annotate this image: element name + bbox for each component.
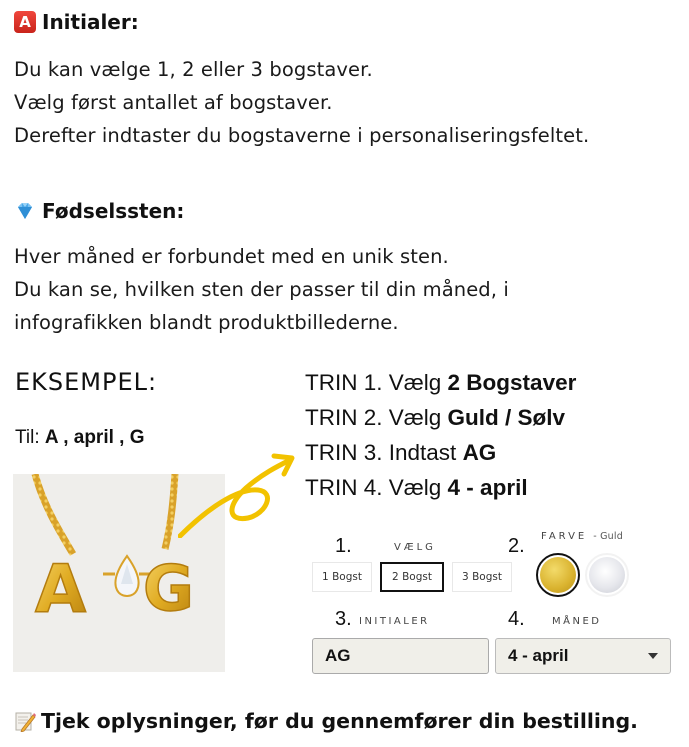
initialer-description — [14, 53, 589, 152]
example-recipient — [15, 427, 145, 449]
step2-caption-row — [541, 531, 623, 542]
gold-swatch-icon — [540, 557, 576, 593]
gem-icon — [14, 200, 36, 222]
selected-color-label: - Guld — [593, 531, 623, 542]
fodselssten-line: infografikken blandt produktbillederne. — [14, 311, 399, 334]
initials-value: AG — [325, 646, 351, 665]
arrow-icon — [178, 448, 298, 538]
til-value: A , april , G — [44, 427, 145, 448]
month-value: 4 - april — [508, 646, 569, 665]
example-title: EKSEMPEL: — [15, 368, 158, 396]
option-3-bogst[interactable]: 3 Bogst — [452, 562, 512, 592]
step-item: TRIN 1. Vælg 2 Bogstaver — [305, 370, 577, 395]
month-select[interactable] — [495, 638, 671, 674]
step4-caption: MÅNED — [552, 616, 602, 627]
silver-swatch-icon — [589, 557, 625, 593]
step2-caption: FARVE — [541, 531, 588, 542]
svg-text:A: A — [35, 551, 87, 628]
steps-list — [305, 365, 576, 505]
step1-number: 1. — [335, 535, 352, 557]
initialer-line: Vælg først antallet af bogstaver. — [14, 91, 333, 114]
fodselssten-line: Hver måned er forbundet med en unik sten. — [14, 245, 449, 268]
step1-caption: VÆLG — [394, 542, 436, 553]
swatch-silver[interactable] — [585, 553, 629, 597]
fodselssten-line: Du kan se, hvilken sten der passer til din måned, i — [14, 278, 509, 301]
letter-a-red-square-icon: A — [14, 11, 36, 33]
chevron-down-icon — [648, 653, 658, 659]
fodselssten-title: Fødselssten: — [42, 199, 185, 223]
step3-number: 3. — [335, 608, 352, 630]
fodselssten-heading — [14, 199, 184, 223]
initialer-heading — [14, 10, 139, 34]
footer-note — [14, 709, 638, 733]
til-label: Til: — [15, 427, 40, 448]
memo-icon — [14, 710, 36, 732]
step-item: TRIN 3. Indtast AG — [305, 440, 497, 465]
step-item: TRIN 2. Vælg Guld / Sølv — [305, 405, 566, 430]
initialer-title: Initialer: — [42, 10, 139, 34]
option-1-bogst[interactable]: 1 Bogst — [312, 562, 372, 592]
fodselssten-description — [14, 240, 509, 339]
initials-input[interactable] — [312, 638, 489, 674]
initialer-line: Du kan vælge 1, 2 eller 3 bogstaver. — [14, 58, 373, 81]
step-item: TRIN 4. Vælg 4 - april — [305, 475, 528, 500]
swatch-gold[interactable] — [536, 553, 580, 597]
footer-text: Tjek oplysninger, før du gennemfører din bestilling. — [41, 709, 638, 733]
initialer-line: Derefter indtaster du bogstaverne i personaliseringsfeltet. — [14, 124, 590, 147]
option-2-bogst[interactable]: 2 Bogst — [380, 562, 444, 592]
step3-caption: INITIALER — [359, 616, 430, 627]
svg-text:G: G — [143, 552, 194, 625]
step2-number: 2. — [508, 535, 525, 557]
step4-number: 4. — [508, 608, 525, 630]
